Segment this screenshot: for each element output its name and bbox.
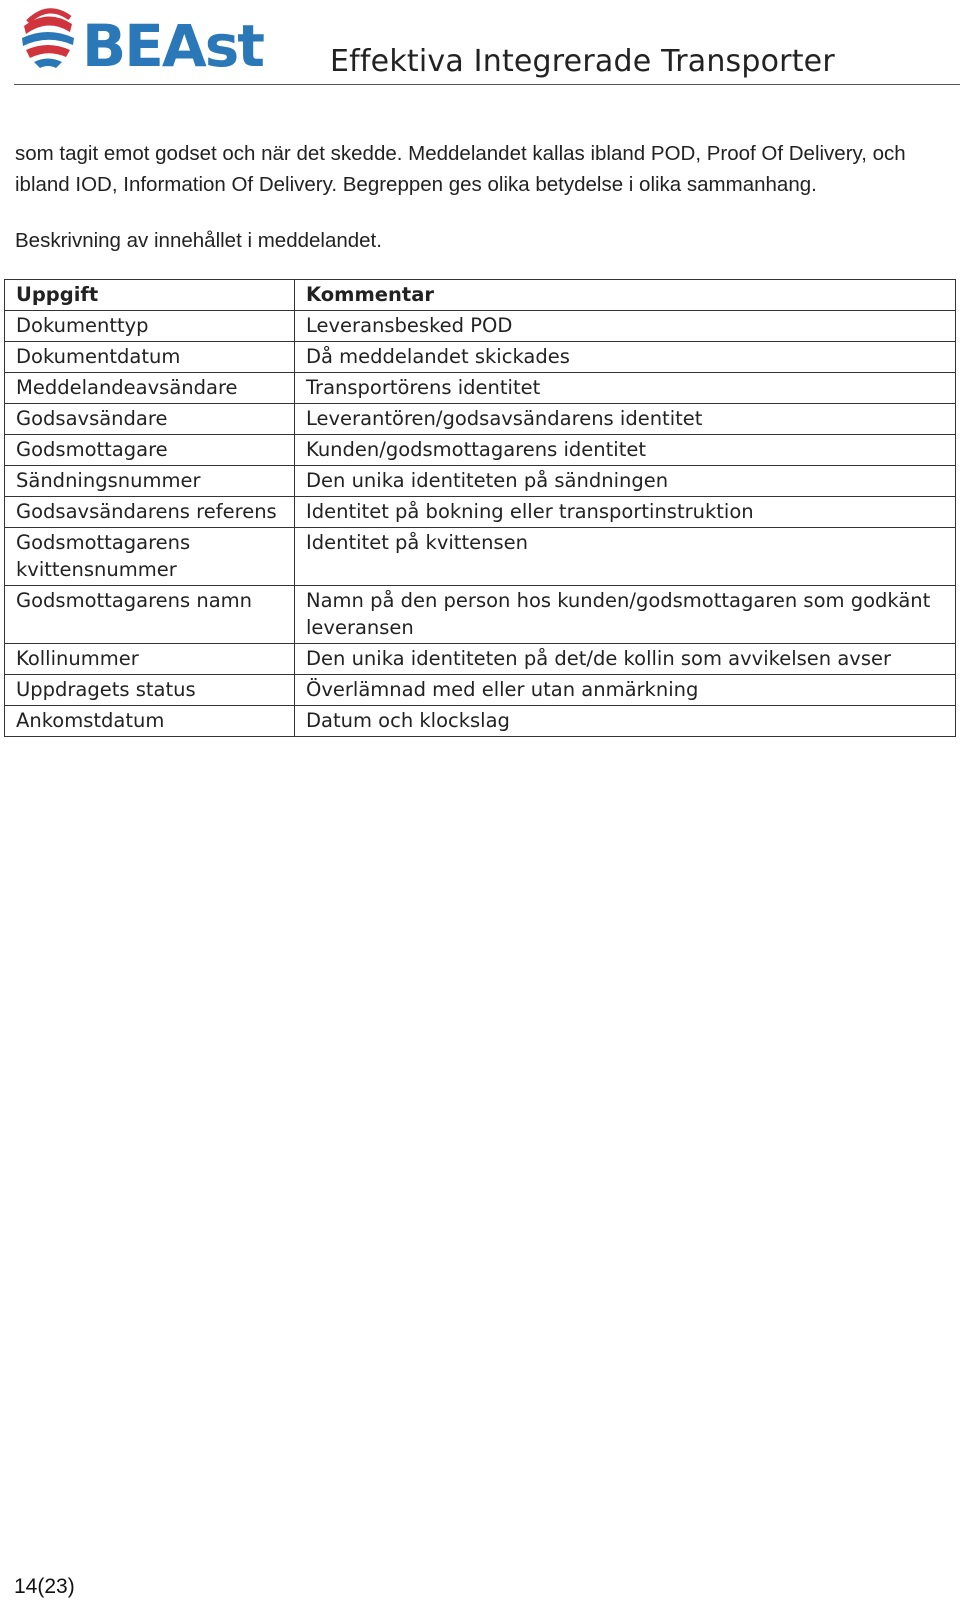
description-paragraph: Beskrivning av innehållet i meddelandet. — [15, 229, 382, 252]
cell-uppgift: Godsmottagare — [5, 435, 295, 466]
cell-kommentar: Leveransbesked POD — [295, 311, 956, 342]
cell-kommentar: Identitet på kvittensen — [295, 528, 956, 586]
cell-kommentar: Överlämnad med eller utan anmärkning — [295, 675, 956, 706]
cell-kommentar: Den unika identiteten på det/de kollin som avvikelsen avser — [295, 644, 956, 675]
table-header-row — [5, 280, 956, 311]
cell-kommentar: Leverantören/godsavsändarens identitet — [295, 404, 956, 435]
table-row — [5, 706, 956, 737]
cell-kommentar: Kunden/godsmottagarens identitet — [295, 435, 956, 466]
header-title: Effektiva Integrerade Transporter — [330, 44, 835, 79]
cell-kommentar: Den unika identiteten på sändningen — [295, 466, 956, 497]
cell-uppgift: Dokumenttyp — [5, 311, 295, 342]
cell-kommentar: Identitet på bokning eller transportinstruktion — [295, 497, 956, 528]
intro-paragraph: som tagit emot godset och när det skedde. Meddelandet kallas ibland POD, Proof Of Delivery, och ibland IOD, Information Of Delivery. Begreppen ges olika betydelse i olika sammanhang. — [15, 142, 906, 196]
cell-uppgift: Meddelandeavsändare — [5, 373, 295, 404]
cell-uppgift: Dokumentdatum — [5, 342, 295, 373]
cell-uppgift: Sändningsnummer — [5, 466, 295, 497]
cell-uppgift: Godsmottagarens kvittensnummer — [5, 528, 295, 586]
table-row — [5, 528, 956, 586]
table-row — [5, 435, 956, 466]
table-row — [5, 644, 956, 675]
beast-logo — [18, 4, 283, 74]
table-row — [5, 586, 956, 644]
cell-kommentar: Namn på den person hos kunden/godsmottagaren som godkänt leveransen — [295, 586, 956, 644]
cell-uppgift: Godsavsändare — [5, 404, 295, 435]
table-row — [5, 466, 956, 497]
header-divider — [14, 84, 960, 85]
cell-kommentar: Transportörens identitet — [295, 373, 956, 404]
table-row — [5, 373, 956, 404]
cell-kommentar: Datum och klockslag — [295, 706, 956, 737]
column-header-uppgift: Uppgift — [5, 280, 295, 311]
table-row — [5, 311, 956, 342]
cell-uppgift: Uppdragets status — [5, 675, 295, 706]
table-row — [5, 675, 956, 706]
cell-uppgift: Godsmottagarens namn — [5, 586, 295, 644]
beast-logo-graphic — [18, 4, 283, 74]
cell-kommentar: Då meddelandet skickades — [295, 342, 956, 373]
cell-uppgift: Kollinummer — [5, 644, 295, 675]
page-header — [0, 0, 960, 90]
logo-text: BEAst — [82, 12, 263, 74]
cell-uppgift: Ankomstdatum — [5, 706, 295, 737]
cell-uppgift: Godsavsändarens referens — [5, 497, 295, 528]
table-row — [5, 404, 956, 435]
message-content-table — [4, 279, 956, 737]
column-header-kommentar: Kommentar — [295, 280, 956, 311]
page-number: 14(23) — [14, 1575, 75, 1598]
table-row — [5, 342, 956, 373]
table-row — [5, 497, 956, 528]
